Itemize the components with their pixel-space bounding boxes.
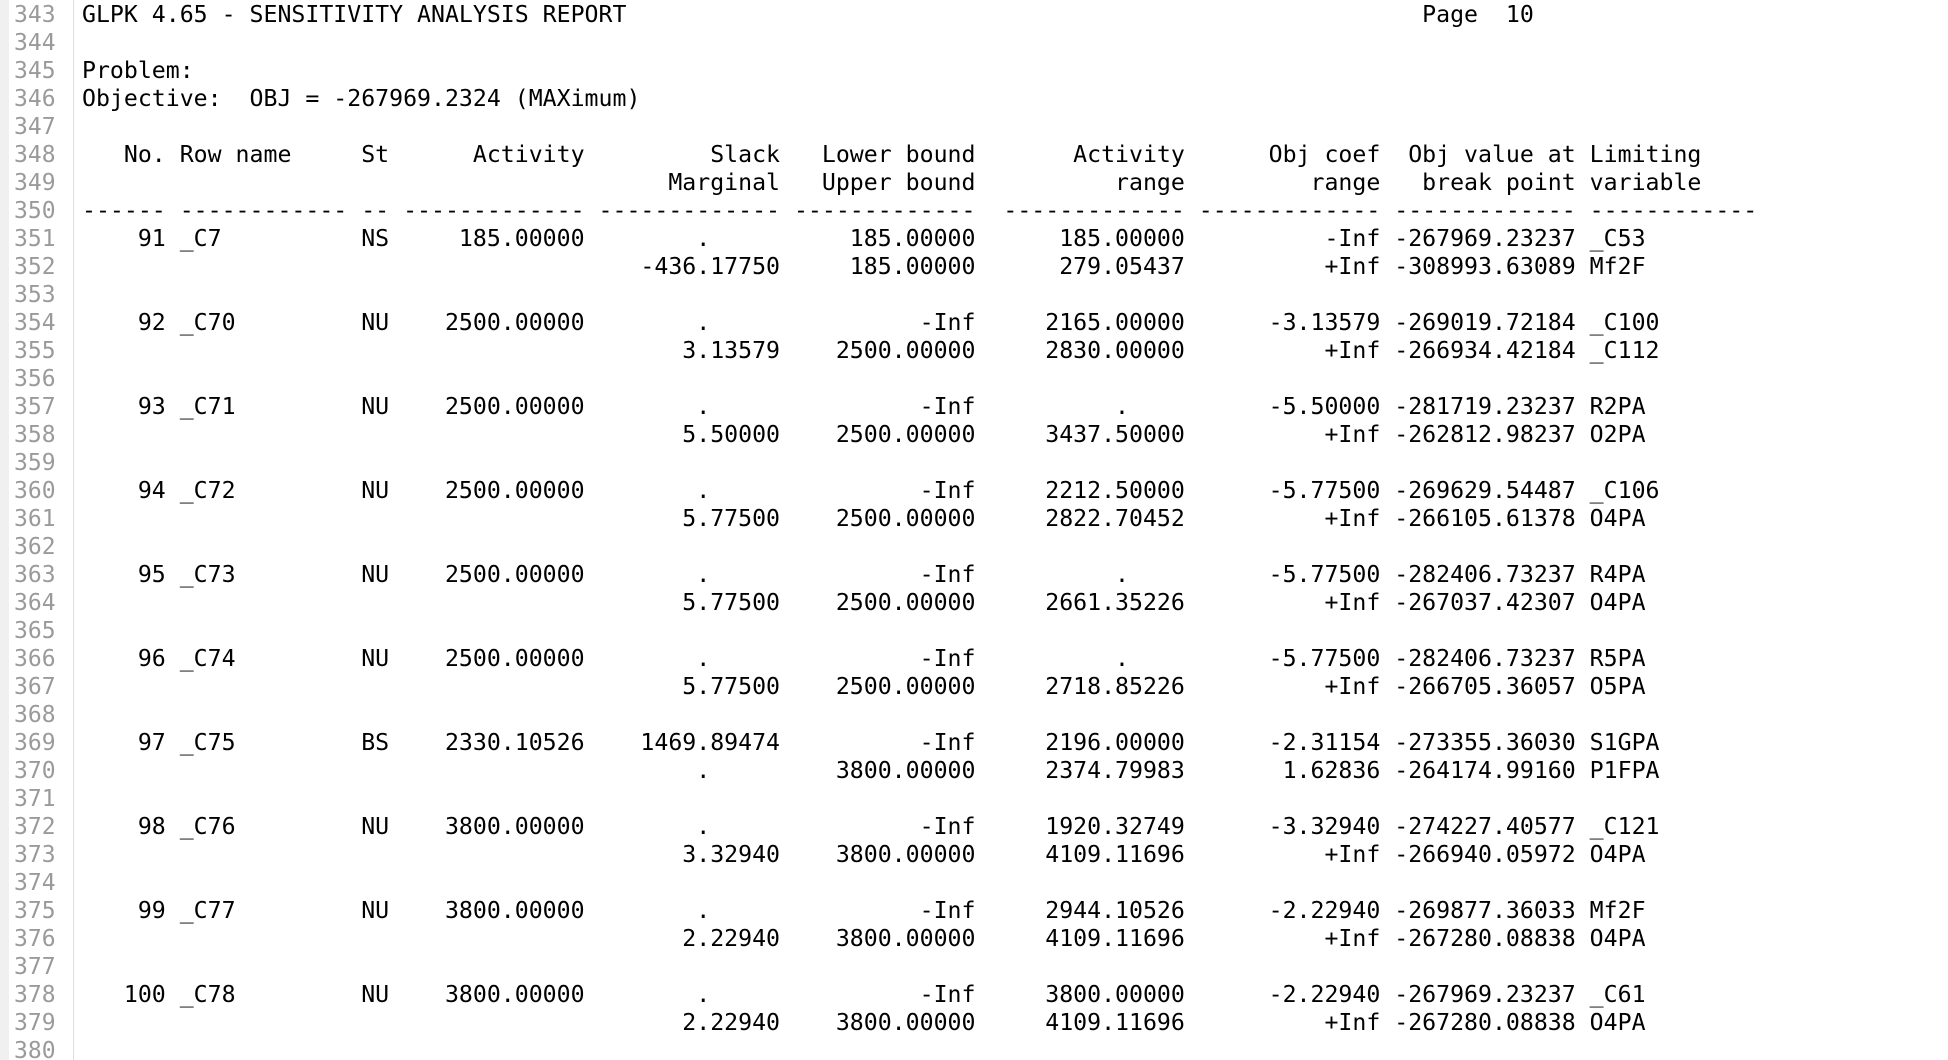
line-number: 354 [14, 310, 56, 336]
line-number: 357 [14, 394, 56, 420]
line-number: 377 [14, 954, 56, 980]
editor-line[interactable] [0, 421, 1948, 449]
editor-line[interactable] [0, 85, 1948, 113]
line-text[interactable]: No. Row name St Activity Slack Lower bound Activity Obj coef Obj value at Limiting [82, 141, 1702, 168]
line-number: 348 [14, 142, 56, 168]
editor-line[interactable] [0, 869, 1948, 897]
line-number: 361 [14, 506, 56, 532]
line-number: 343 [14, 2, 56, 28]
line-number: 355 [14, 338, 56, 364]
line-text[interactable]: 92 _C70 NU 2500.00000 . -Inf 2165.00000 -3.13579 -269019.72184 _C100 [82, 309, 1660, 336]
line-text[interactable]: Marginal Upper bound range range break point variable [82, 169, 1702, 196]
editor-line[interactable] [0, 365, 1948, 393]
line-number: 351 [14, 226, 56, 252]
editor-line[interactable] [0, 813, 1948, 841]
editor-line[interactable] [0, 225, 1948, 253]
line-number: 364 [14, 590, 56, 616]
line-number: 379 [14, 1010, 56, 1036]
line-text[interactable]: Problem: [82, 57, 194, 84]
line-number: 372 [14, 814, 56, 840]
editor-line[interactable] [0, 953, 1948, 981]
editor-line[interactable] [0, 449, 1948, 477]
line-number: 376 [14, 926, 56, 952]
line-text[interactable]: 100 _C78 NU 3800.00000 . -Inf 3800.00000 -2.22940 -267969.23237 _C61 [82, 981, 1646, 1008]
line-text[interactable]: . 3800.00000 2374.79983 1.62836 -264174.99160 P1FPA [82, 757, 1660, 784]
line-text[interactable]: GLPK 4.65 - SENSITIVITY ANALYSIS REPORT Page 10 [82, 1, 1534, 28]
editor-line[interactable] [0, 253, 1948, 281]
editor-line[interactable] [0, 1037, 1948, 1060]
editor-line[interactable] [0, 197, 1948, 225]
line-number: 350 [14, 198, 56, 224]
line-number: 371 [14, 786, 56, 812]
line-text[interactable]: 5.77500 2500.00000 2661.35226 +Inf -267037.42307 O4PA [82, 589, 1646, 616]
line-number: 347 [14, 114, 56, 140]
line-text[interactable]: 98 _C76 NU 3800.00000 . -Inf 1920.32749 -3.32940 -274227.40577 _C121 [82, 813, 1660, 840]
line-text[interactable]: 99 _C77 NU 3800.00000 . -Inf 2944.10526 -2.22940 -269877.36033 Mf2F [82, 897, 1646, 924]
line-number: 363 [14, 562, 56, 588]
line-number: 368 [14, 702, 56, 728]
line-text[interactable]: ------ ------------ -- ------------- ------------- ------------- ------------- ------------- ------------- ------------ [82, 197, 1758, 224]
line-number: 374 [14, 870, 56, 896]
editor-line[interactable] [0, 29, 1948, 57]
line-number: 345 [14, 58, 56, 84]
line-text[interactable]: 96 _C74 NU 2500.00000 . -Inf . -5.77500 -282406.73237 R5PA [82, 645, 1646, 672]
line-text[interactable]: Objective: OBJ = -267969.2324 (MAXimum) [82, 85, 641, 112]
editor-line[interactable] [0, 757, 1948, 785]
editor-line[interactable] [0, 561, 1948, 589]
line-text[interactable]: 94 _C72 NU 2500.00000 . -Inf 2212.50000 -5.77500 -269629.54487 _C106 [82, 477, 1660, 504]
editor-line[interactable] [0, 57, 1948, 85]
line-number: 349 [14, 170, 56, 196]
line-number: 370 [14, 758, 56, 784]
line-number: 353 [14, 282, 56, 308]
line-number: 366 [14, 646, 56, 672]
editor-line[interactable] [0, 1, 1948, 29]
editor-line[interactable] [0, 785, 1948, 813]
editor-line[interactable] [0, 1009, 1948, 1037]
editor-line[interactable] [0, 477, 1948, 505]
editor-line[interactable] [0, 141, 1948, 169]
line-text[interactable]: 2.22940 3800.00000 4109.11696 +Inf -267280.08838 O4PA [82, 1009, 1646, 1036]
editor-line[interactable] [0, 925, 1948, 953]
editor-line[interactable] [0, 113, 1948, 141]
line-number: 359 [14, 450, 56, 476]
line-number: 380 [14, 1038, 56, 1060]
editor-line[interactable] [0, 533, 1948, 561]
line-number: 356 [14, 366, 56, 392]
line-text[interactable]: 97 _C75 BS 2330.10526 1469.89474 -Inf 2196.00000 -2.31154 -273355.36030 S1GPA [82, 729, 1660, 756]
editor-line[interactable] [0, 309, 1948, 337]
editor-line[interactable] [0, 673, 1948, 701]
editor-line[interactable] [0, 729, 1948, 757]
line-number: 375 [14, 898, 56, 924]
line-number: 358 [14, 422, 56, 448]
line-number: 362 [14, 534, 56, 560]
line-text[interactable]: 93 _C71 NU 2500.00000 . -Inf . -5.50000 -281719.23237 R2PA [82, 393, 1646, 420]
line-text[interactable]: 5.77500 2500.00000 2718.85226 +Inf -266705.36057 O5PA [82, 673, 1646, 700]
line-number: 360 [14, 478, 56, 504]
editor-line[interactable] [0, 505, 1948, 533]
line-number: 369 [14, 730, 56, 756]
line-text[interactable]: -436.17750 185.00000 279.05437 +Inf -308993.63089 Mf2F [82, 253, 1646, 280]
editor-line[interactable] [0, 981, 1948, 1009]
line-text[interactable]: 95 _C73 NU 2500.00000 . -Inf . -5.77500 -282406.73237 R4PA [82, 561, 1646, 588]
line-number: 367 [14, 674, 56, 700]
line-number: 344 [14, 30, 56, 56]
editor-line[interactable] [0, 337, 1948, 365]
line-text[interactable]: 3.13579 2500.00000 2830.00000 +Inf -266934.42184 _C112 [82, 337, 1660, 364]
editor-line[interactable] [0, 589, 1948, 617]
editor-line[interactable] [0, 393, 1948, 421]
editor-line[interactable] [0, 897, 1948, 925]
line-number: 378 [14, 982, 56, 1008]
editor-line[interactable] [0, 841, 1948, 869]
editor-line[interactable] [0, 645, 1948, 673]
line-number: 373 [14, 842, 56, 868]
line-text[interactable]: 5.77500 2500.00000 2822.70452 +Inf -266105.61378 O4PA [82, 505, 1646, 532]
editor-line[interactable] [0, 617, 1948, 645]
line-number: 365 [14, 618, 56, 644]
line-text[interactable]: 3.32940 3800.00000 4109.11696 +Inf -266940.05972 O4PA [82, 841, 1646, 868]
editor-line[interactable] [0, 281, 1948, 309]
editor-line[interactable] [0, 701, 1948, 729]
line-text[interactable]: 5.50000 2500.00000 3437.50000 +Inf -262812.98237 O2PA [82, 421, 1646, 448]
editor-line[interactable] [0, 169, 1948, 197]
line-text[interactable]: 91 _C7 NS 185.00000 . 185.00000 185.00000 -Inf -267969.23237 _C53 [82, 225, 1646, 252]
line-text[interactable]: 2.22940 3800.00000 4109.11696 +Inf -267280.08838 O4PA [82, 925, 1646, 952]
line-number: 352 [14, 254, 56, 280]
line-number: 346 [14, 86, 56, 112]
